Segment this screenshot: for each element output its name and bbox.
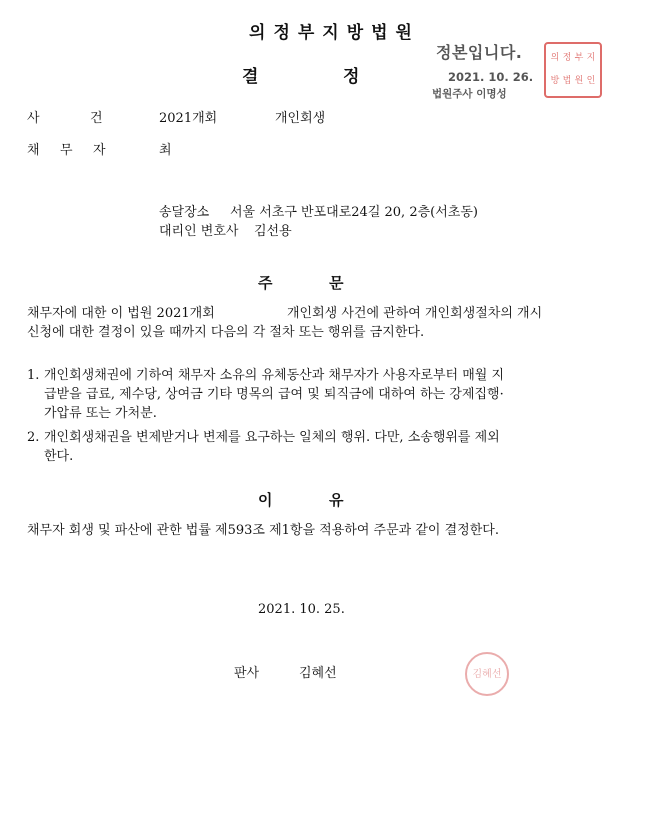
certified-date: 2021. 10. 26. bbox=[448, 70, 534, 84]
order-heading-2: 문 bbox=[329, 274, 344, 292]
order-item-2-number: 2. bbox=[27, 430, 40, 445]
order-heading-1: 주 bbox=[258, 274, 273, 292]
judge-name: 김혜선 bbox=[299, 666, 337, 681]
debtor-label-2: 무 bbox=[60, 143, 73, 158]
reason-heading-2: 유 bbox=[329, 491, 344, 509]
certified-stamp-title: 정본입니다. bbox=[436, 43, 523, 62]
order-item-1 bbox=[27, 366, 587, 423]
case-label-1: 사 bbox=[27, 111, 40, 126]
order-item-1-number: 1. bbox=[27, 368, 40, 383]
agent-label: 대리인 변호사 bbox=[159, 224, 239, 239]
reason-heading-1: 이 bbox=[258, 491, 273, 509]
order-intro-part-2: 개인회생 사건에 관하여 개인회생절차의 개시 bbox=[287, 306, 543, 321]
order-item-2 bbox=[27, 428, 587, 466]
court-name: 의정부지방법원 bbox=[249, 23, 420, 43]
decision-date: 2021. 10. 25. bbox=[258, 602, 345, 617]
service-address: 서울 서초구 반포대로24길 20, 2층(서초동) bbox=[230, 205, 478, 220]
judge-label: 판사 bbox=[234, 666, 260, 681]
doc-type-left: 결 bbox=[242, 67, 259, 87]
case-label-2: 건 bbox=[90, 111, 103, 126]
order-item-2-line-2: 한다. bbox=[44, 449, 74, 464]
order-intro-line-2: 신청에 대한 결정이 있을 때까지 다음의 각 절차 또는 행위를 금지한다. bbox=[27, 325, 425, 340]
court-seal-icon: 의 정 부 지 방 법 원 인 bbox=[544, 42, 602, 98]
certified-officer: 법원주사 이명성 bbox=[432, 88, 507, 100]
doc-type-right: 정 bbox=[343, 67, 360, 87]
agent-name: 김선용 bbox=[254, 224, 292, 239]
reason-text: 채무자 회생 및 파산에 관한 법률 제593조 제1항을 적용하여 주문과 같이 결정한다. bbox=[27, 523, 499, 538]
case-number: 2021개회 bbox=[159, 111, 218, 126]
order-item-1-line-2: 급받을 급료, 제수당, 상여금 기타 명목의 급여 및 퇴직금에 대하여 하는 강제집행· bbox=[44, 387, 504, 402]
debtor-label-3: 자 bbox=[93, 143, 106, 158]
debtor-name: 최 bbox=[159, 143, 172, 158]
order-item-1-line-3: 가압류 또는 가처분. bbox=[44, 406, 157, 421]
order-item-1-line-1: 개인회생채권에 기하여 채무자 소유의 유체동산과 채무자가 사용자로부터 매월 지 bbox=[44, 368, 505, 383]
service-label: 송달장소 bbox=[159, 205, 210, 220]
case-name: 개인회생 bbox=[275, 111, 326, 126]
debtor-label-1: 채 bbox=[27, 143, 40, 158]
order-intro-part-1: 채무자에 대한 이 법원 2021개회 bbox=[27, 306, 215, 321]
order-item-2-line-1: 개인회생채권을 변제받거나 변제를 요구하는 일체의 행위. 다만, 소송행위를 제외 bbox=[44, 430, 500, 445]
judge-seal-icon: 김혜선 bbox=[465, 652, 509, 696]
